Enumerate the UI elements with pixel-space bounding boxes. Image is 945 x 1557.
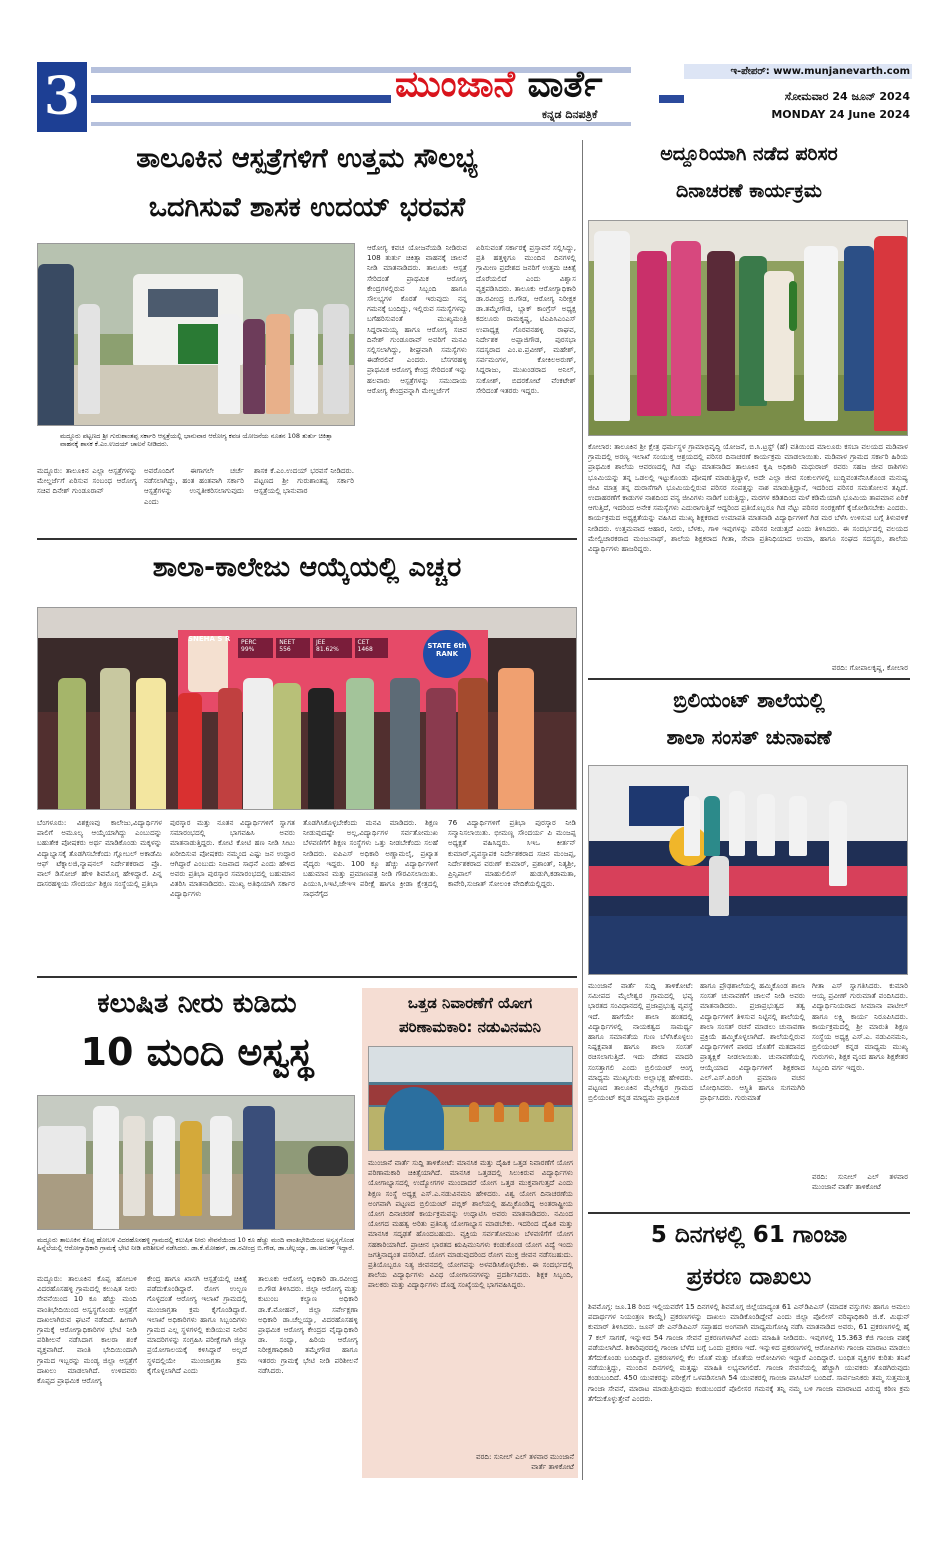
brilliant-text-col1: ಮುಂಜಾನೆ ವಾರ್ತೆ ಸುದ್ದಿ ತಾಳಿಕೋಟೆ: ಸಮೀಪದ ಮೈಲೇಶ್ವರ ಗ್ರಾಮದಲ್ಲಿ ಭವ್ಯ ಭಾರತದ ಸಂವಿಧಾನದಲ್ಲಿ ಪ್ರಜಾಪ್ರಭುತ್ವ ವ್ಯವಸ್ಥೆ ಇದೆ. ಹಾಗೆಯೇ ಶಾಲಾ ಹಂತದಲ್ಲಿ ವಿದ್ಯಾರ್ಥಿಗಳಲ್ಲಿ ನಾಯಕತ್ವದ ಸಾಮರ್ಥ್ಯ ಹಾಗೂ ಸಮಾನತೆಯ ಗುಣ ಬೆಳೆಸಿಕೊಳ್ಳಲು ನಿಷ್ಪಕ್ಷಪಾತ ಹಾಗೂ ಶಾಲಾ ಸಂಸತ್ ರಚಿಸಲಾಗುತ್ತಿದೆ. ಇದು ದೇಶದ ಮಾದರಿ ಸಂಸತ್ತಾಗಲಿ ಎಂದು ಬ್ರಿಲಿಯಂಟ್ ಆಂಗ್ಲ ಮಾಧ್ಯಮ ಮುಖ್ಯಗುರು ಅಲ್ಲಾಭಕ್ಷ ಹೇಳಿದರು. ಪಟ್ಟಣದ ತಾಲೂಕಿನ ಮೈಲೇಶ್ವರ ಗ್ರಾಮದ ಬ್ರಿಲಿಯಂಟ್ ಕನ್ನಡ ಮಾಧ್ಯಮ ಪ್ರಾಥಮಿಕ xyxy=(588,981,693,1103)
yoga-headline-1: ಒತ್ತಡ ನಿವಾರಣೆಗೆ ಯೋಗ xyxy=(407,994,533,1012)
brilliant-text-col2: ಹಾಗೂ ಪ್ರೌಢಶಾಲೆಯಲ್ಲಿ ಹಮ್ಮಿಕೊಂಡ ಶಾಲಾ ಸಂಸತ್ ಚುನಾವಣೆಗೆ ಚಾಲನೆ ನೀಡಿ ಅವರು ಮಾತನಾಡಿದರು. ಪ್ರಜಾಪ್ರಭುತ್ವದ ತತ್ವ ವಿದ್ಯಾರ್ಥಿಗಳಿಗೆ ತಿಳಿಸುವ ನಿಟ್ಟಿನಲ್ಲಿ ಶಾಲೆಯಲ್ಲಿ ಶಾಲಾ ಸಂಸತ್ ರಚನೆ ಮಾಡಲು ಚುನಾವಣಾ ಪ್ರಕ್ರಿಯೆ ಹಮ್ಮಿಕೊಳ್ಳಲಾಗಿದೆ. ಶಾಲೆಯಲ್ಲಿರುವ ವಿದ್ಯಾರ್ಥಿಗಳಿಗೆ ಪಾಠದ ಜೊತೆಗೆ ಮತದಾನದ ಪ್ರಾತ್ಯಕ್ಷಿಕೆ ನೀಡಲಾಯಿತು. ಚುನಾವಣೆಯಲ್ಲಿ ಆಯ್ಕೆಯಾದ ವಿದ್ಯಾರ್ಥಿಗಳಿಗೆ ಶಿಕ್ಷಕರಾದ ಎಲ್.ಎಸ್.ಪಿರಂಗಿ ಪ್ರಮಾಣ ವಚನ ಬೋಧಿಸಿದರು. ಆಸ್ಥಿತಿ ಹಾಗೂ ಸುಗಮಗಿರಿ ಪ್ರಾರ್ಥಿಸಿದರು. ಗುರುಮಾತೆ xyxy=(700,981,805,1103)
school-alert-text-col3: ತೊಡಗಿಸಿಕೊಳ್ಳಬೇಕೆಂದು ಮನವಿ ಮಾಡಿದರು. ಶಿಕ್ಷಣ ನೀಡುವುದಷ್ಟೇ ಅಲ್ಲ,ವಿದ್ಯಾರ್ಥಿಗಳ ಸರ್ವತೋಮುಖ ಬೆಳವಣಿಗೆಗೆ ಶಿಕ್ಷಣ ಸಂಸ್ಥೆಗಳು ಒತ್ತು ನೀಡಬೇಕೆಂದು ಸಲಹೆ ನೀಡಿದರು. ಐಪಿಎಸ್ ಅಧಿಕಾರಿ ಅಣ್ಣಾಮಲೈ, ಪ್ರಖ್ಯಾತ ವೈದ್ಯರು ಇದ್ದರು. 100 ಕ್ಕೂ ಹೆಚ್ಚು ವಿದ್ಯಾರ್ಥಿಗಳಿಗೆ ಬಹುಮಾನ ಮತ್ತು ಪ್ರಮಾಣಪತ್ರ ನೀಡಿ ಗೌರವಿಸಲಾಯಿತು. ಪಿಯುಸಿ,ಸಿಇಟಿ,ಜೇಇಇ ಪರೀಕ್ಷೆ ಹಾಗೂ ಕ್ರೀಡಾ ಕ್ಷೇತ್ರದಲ್ಲಿ ಸಾಧನೆಗೈದ xyxy=(303,818,438,899)
banner-student-name: SNEHA S R xyxy=(188,635,231,643)
hospital-headline-2: ಒದಗಿಸುವೆ ಶಾಸಕ ಉದಯ್ ಭರವಸೆ xyxy=(148,192,466,223)
school-alert-text-col2: ಪುರಸ್ಕಾರ ಮತ್ತು ನೂತನ ವಿದ್ಯಾರ್ಥಿಗಳಿಗೆ ಸ್ವಾಗತ ಸಮಾರಂಭದಲ್ಲಿ ಭಾಗವಹಿಸಿ ಅವರು ಮಾತನಾಡುತ್ತಿದ್ದರು. ಕೋಟಿ ಕೋಟಿ ಹಣ ನೀಡಿ ಸೀಟು ಖರೀದಿಸುವ ಪೋಷಕರು ನಮ್ಮಂದ ಎಷ್ಟು ಜನ ಉದ್ಧಾರ ಆಗಿದ್ದಾರೆ ಎಂಬುದು ನಿಜವಾದ ಸಾಧನೆ ಎಂದು ಹೇಳಿದ ಅವರು ಪ್ರತಿಭಾ ಪುರಸ್ಕಾರ ಸಮಾರಂಭದಲ್ಲಿ ಬಹುಮಾನ ವಿತರಿಸಿ ಮಾತನಾಡಿದರು. ಮುಖ್ಯ ಅತಿಥಿಯಾಗಿ ಸರ್ಕಾರ ವಿದ್ಯಾರ್ಥಿಗಳು xyxy=(170,818,295,899)
masthead-rule-mid xyxy=(91,95,391,103)
yoga-credit: ವರದಿ: ಸುನೀಲ್ ಎಲ್ ತಳವಾರ ಮುಂಜಾನೆ ವಾರ್ತೆ ತಾಳಿಕೋಟೆ xyxy=(476,1452,574,1472)
newspaper-tagline: ಕನ್ನಡ ದಿನಪತ್ರಿಕೆ xyxy=(542,108,598,121)
water-photo xyxy=(37,1095,355,1230)
banner-score-4: CET 1468 xyxy=(355,638,388,658)
hospital-text-col4: ಆರೋಗ್ಯ ಕವಚ ಯೋಜನೆಯಡಿ ನೀಡಿರುವ 108 ತುರ್ತು ಚಿಕಿತ್ಸಾ ವಾಹನಕ್ಕೆ ಚಾಲನೆ ನೀಡಿ ಮಾತನಾಡಿದರು. ತಾಲೂಕು ಆಸ್ಪತ್ರೆ ಸೇರಿದಂತೆ ಪ್ರಾಥಮಿಕ ಆರೋಗ್ಯ ಕೇಂದ್ರಗಳಲ್ಲಿರುವ ಸಿಬ್ಬಂದಿ ಹಾಗೂ ಸೌಲಭ್ಯಗಳ ಕೊರತೆ ಇರುವುದು ನನ್ನ ಗಮನಕ್ಕೆ ಬಂದಿದ್ದು, ಇಲ್ಲಿರುವ ಸಮಸ್ಯೆಗಳನ್ನು ಬಗೆಹರಿಸುವಂತೆ ಮುಖ್ಯಮಂತ್ರಿ ಸಿದ್ದರಾಮಯ್ಯ ಹಾಗೂ ಆರೋಗ್ಯ ಸಚಿವ ದಿನೇಶ್ ಗುಂಡೂರಾವ್ ಅವರಿಗೆ ಮನವಿ ಸಲ್ಲಿಸಲಾಗಿದ್ದು, ಶೀಘ್ರವಾಗಿ ಸಮಸ್ಯೆಗಳು ಈಡೇರಲಿವೆ ಎಂದರು. ಬೆಸಗರಹಳ್ಳಿ ಪ್ರಾಥಮಿಕ ಆರೋಗ್ಯ ಕೇಂದ್ರ ಸೇರಿದಂತೆ ಇನ್ನು ಹಲವಾರು ಆಸ್ಪತ್ರೆಗಳನ್ನು ಸಮುದಾಯ ಆರೋಗ್ಯ ಕೇಂದ್ರವನ್ನಾಗಿ ಮೇಲ್ದರ್ಜೆಗೆ xyxy=(367,243,467,395)
yoga-article-box xyxy=(362,988,578,1478)
banner-score-3: JEE 81.62% xyxy=(313,638,352,658)
environment-credit: ವರದಿ: ಗೋಪಾಲಕೃಷ್ಣ, ಕೋಲಾರ xyxy=(831,663,908,672)
water-headline-2: 10 ಮಂದಿ ಅಸ್ವಸ್ಥ xyxy=(80,1030,314,1074)
masthead xyxy=(37,62,912,132)
hospital-photo-caption: ಮದ್ದೂರು ಪಟ್ಟಣದ ಶ್ರೀ ಗುರುಶಾಂತಪ್ಪ ಸರ್ಕಾರಿ ಆಸ್ಪತ್ರೆಯಲ್ಲಿ ಭಾನುವಾರ ಆರೋಗ್ಯ ಕವಚ ಯೋಜನೆಯ ನೂತನ 108 ತುರ್ತು ಚಿಕಿತ್ಸಾ ವಾಹನಕ್ಕೆ ಶಾಸಕ ಕೆ.ಎಂ.ಉದಯ್ ಚಾಲನೆ ನೀಡಿದರು. xyxy=(60,432,333,448)
brilliant-credit: ವರದಿ: ಸುನೀಲ್ ಎಲ್ ತಳವಾರ ಮುಂಜಾನೆ ವಾರ್ತೆ ತಾಳಿಕೋಟೆ xyxy=(812,1172,908,1192)
banner-score-1: PERC 99% xyxy=(238,638,273,658)
title-word-2: ವಾರ್ತೆ xyxy=(527,64,603,105)
banner-rank: STATE 6th RANK xyxy=(423,630,471,678)
school-alert-headline: ಶಾಲಾ-ಕಾಲೇಜು ಆಯ್ಕೆಯಲ್ಲಿ ಎಚ್ಚರ xyxy=(152,552,462,583)
school-alert-text-col4: 76 ವಿದ್ಯಾರ್ಥಿಗಳಿಗೆ ಪ್ರತಿಭಾ ಪುರಸ್ಕಾರ ನೀಡಿ ಸನ್ಮಾನಿಸಲಾಯಿತು. ಭೀಮಣ್ಣ ಸೌಂದರ್ಯ ಪಿ ಮಂಜಪ್ಪ ಅಧ್ಯಕ್ಷತೆ ವಹಿಸಿದ್ದರು. ಸಿಇಒ ಕೀರ್ತನ್ ಕುಮಾರ್,ವ್ಯವಸ್ಥಾಪಕ ನಿರ್ದೇಶಕರಾದ ಸಚಿನ ಮಂಜಪ್ಪ, ನಿರ್ದೇಶಕರಾದ ವರುಣ್ ಕುಮಾರ್, ಪ್ರಶಾಂತ್, ನಿತ್ಯಶ್ರೀ, ಪ್ರಿನ್ಸಿಪಾಲ್ ಮಾಹುಲಿಲಿಸ್ ಹುಡುಗಿ,ಕಡಾಮತಾ, ಕಾವೇರಿ,ಸುಜಾತ್ ಸೋಲಂಕಿ ವೇದಿಕೆಯಲ್ಲಿದ್ದರು. xyxy=(448,818,576,889)
water-headline-1: ಕಲುಷಿತ ನೀರು ಕುಡಿದು xyxy=(97,988,297,1019)
divider-1 xyxy=(37,538,577,540)
date-english: MONDAY 24 June 2024 xyxy=(771,108,910,121)
divider-2 xyxy=(37,976,577,978)
water-photo-caption: ಮದ್ದೂರು ತಾಲೂಕಿನ ಕೊಪ್ಪ ಹೋಬಳಿ ವಿದರಹೊಸಹಳ್ಳಿ ಗ್ರಾಮದಲ್ಲಿ ಕಲುಷಿತ ನೀರು ಸೇವನೆಯಿಂದ 10 ಕೂ ಹೆಚ್ಚು ಮಂದಿ ವಾಂತಿಭೇದಿಯಿಂದ ಅಸ್ವಸ್ಥಗೊಂಡ ಹಿನ್ನೆಲೆಯಲ್ಲಿ ಆರೋಗ್ಯಾಧಿಕಾರಿ ಗ್ರಾಮಕ್ಕೆ ಭೇಟಿ ನೀಡಿ ಪರಿಶೀಲನೆ ನಡೆಸಿದರು. ಡಾ.ಕೆ.ಮೋಹನ್, ಡಾ.ರವೀಂದ್ರ ಬಿ.ಗೌಡ, ಡಾ.ಚೆಲ್ಲಯ್ಯಾ, ಡಾ.ಅರುಣ್ ಇದ್ದಾರೆ. xyxy=(37,1236,355,1252)
hospital-text-col2: ಅವರೊಂದಿಗೆ ಈಗಾಗಲೇ ಚರ್ಚೆ ನಡೆಸಲಾಗಿದ್ದು, ಹಂತ ಹಂತವಾಗಿ ಸರ್ಕಾರಿ ಆಸ್ಪತ್ರೆಗಳನ್ನು ಉನ್ನತೀಕರಿಸಲಾಗುವುದು ಎಂದು xyxy=(144,466,244,506)
environment-text: ಕೋಲಾರ: ತಾಲೂಕಿನ ಶ್ರೀ ಕ್ಷೇತ್ರ ಧರ್ಮಸ್ಥಳ ಗ್ರಾಮಾಭಿವೃದ್ಧಿ ಯೋಜನೆ, ಬಿ.ಸಿ.ಟ್ರಸ್ಟ್ (ಹೆ) ವತಿಯಿಂದ ಮಾಲೂರು ಕಸಬಾ ವಲಯದ ಮಡಿವಾಳ ಗ್ರಾಮದಲ್ಲಿ ಅರಣ್ಯ ಇಲಾಖೆ ಸಂಯುಕ್ತ ಆಶ್ರಯದಲ್ಲಿ ಪರಿಸರ ದಿನಾಚರಣೆ ಕಾರ್ಯಕ್ರಮ ಮಾಡಲಾಯಿತು. ಮಡಿವಾಳ ಗ್ರಾಮದ ಸರ್ಕಾರಿ ಹಿರಿಯ ಪ್ರಾಥಮಿಕ ಶಾಲೆಯ ಆವರಣದಲ್ಲಿ ಗಿಡ ನೆಟ್ಟು ಮಾತನಾಡಿದ ತಾಲೂಕಿನ ಕೃಷಿ ಅಧಿಕಾರಿ ಮಧುರಾಜ್ ರವರು ಸಹಜ ಜೀವ ರಾಶಿಗಳು ಭೂಮಿಯನ್ನು ತನ್ನ ಒಡಲಲ್ಲಿ ಇಟ್ಟುಕೊಂಡು ಪೋಷಣೆ ಮಾಡುತ್ತಿದ್ದಾಳೆ, ಅದೇ ಎಲ್ಲಾ ಜೀವ ಸಂಕುಲಗಳಲ್ಲಿ ಬುದ್ಧಿವಂತನೆನಿಸಿಕೊಂಡ ಮನುಷ್ಯ ಜೀವಿ ಮಾತ್ರ ತನ್ನ ದುರಾಸೆಗಾಗಿ ಭೂಮಿಯಲ್ಲಿರುವ ಪರಿಸರ ಸಂಪತ್ತನ್ನು ನಾಶ ಮಾಡುತ್ತಿದ್ದಾನೆ, ಇದರಿಂದ ಪರಿಸರ ಸಮತೋಲನ ತಪ್ಪಿದೆ. ಉದಾಹರಣೆಗೆ ಕಾಡುಗಳ ನಾಶದಿಂದ ವನ್ಯ ಜೀವಿಗಳು ನಾಡಿಗೆ ಬರುತ್ತಿದ್ದು, ಮರಗಳ ಕಡಿತದಿಂದ ಮಳೆ ಕಡಿಮೆಯಾಗಿ ಭೂಮಿಯ ತಾಪಮಾನ ಏರಿಕೆ ಆಗುತ್ತಿದೆ, ಇದರಿಂದ ಅನೇಕ ಸಮಸ್ಯೆಗಳು ಎದುರಾಗುತ್ತಿವೆ ಆದ್ದರಿಂದ ಪ್ರತಿಯೊಬ್ಬರೂ ಗಿಡ ನೆಟ್ಟು ಪರಿಸರ ಸಂರಕ್ಷಣೆಗೆ ಕೈಜೋಡಿಸಬೇಕು ಎಂದರು. ಕಾರ್ಯಕ್ರಮದ ಅಧ್ಯಕ್ಷತೆಯನ್ನು ವಹಿಸಿದ ಮುಖ್ಯ ಶಿಕ್ಷಕರಾದ ಉಮಾಪತಿ ಮಾತನಾಡಿ ವಿದ್ಯಾರ್ಥಿಗಳಿಗೆ ಗಿಡ ಮರ ಬೆಳೆಸಿ ಉಳಿಸುವ ಬಗ್ಗೆ ತಿಳುವಳಿಕೆ ನೀಡಿದರು. ಉತ್ತಮವಾದ ಆಹಾರ, ನೀರು, ಬೆಳಕು, ಗಾಳಿ ಇವುಗಳನ್ನು ಪರಿಸರ ನೀಡುತ್ತದೆ ಎಂದು ತಿಳಿಸಿದರು. ಈ ಸಂದರ್ಭದಲ್ಲಿ ವಲಯದ ಮೇಲ್ವಿಚಾರಕರಾದ ಮಂಜುನಾಥ್, ಶಾಲೆಯ ಶಿಕ್ಷಕರಾದ ಗೀತಾ, ಸೇವಾ ಪ್ರತಿನಿಧಿಯಾದ ಉಮಾ, ಹಾಗೂ ಸಂಘದ ಸದಸ್ಯರು, ಶಾಲೆಯ ವಿದ್ಯಾರ್ಥಿಗಳು ಹಾಜರಿದ್ದರು. xyxy=(588,442,908,554)
brilliant-headline-2: ಶಾಲಾ ಸಂಸತ್ ಚುನಾವಣೆ xyxy=(666,725,832,749)
yoga-photo xyxy=(368,1046,573,1151)
epaper-link[interactable]: ಇ-ಪೇಪರ್: www.munjanevarth.com xyxy=(684,64,912,79)
masthead-rule-low xyxy=(91,122,631,126)
brilliant-text-col3: ಗೀತಾ ಎಸ್ ಸ್ವಾಗತಿಸಿದರು. ಕುಮಾರಿ ಆಯ್ಯ ಪ್ರವೀಣ್ ಗುರುಮಾತೆ ವಂದಿಸಿದರು. ವಿದ್ಯಾರ್ಥಿನಿಯರಾದ ಸೀಮಾನಾ ಪಾಟೀಲ್ ಹಾಗೂ ಲಕ್ಷ್ಮಿ ಕಾರ್ಯ ನಿರೂಪಿಸಿದರು. ಕಾರ್ಯಕ್ರಮದಲ್ಲಿ ಶ್ರೀ ಮಾರುತಿ ಶಿಕ್ಷಣ ಸಂಸ್ಥೆಯ ಅಧ್ಯಕ್ಷ ಎಸ್.ಎ. ನಡುವಿನಮನಿ, ಬ್ರಿಲಿಯಂಟ್ ಕನ್ನಡ ಮಾಧ್ಯಮ ಮುಖ್ಯ ಗುರುಗಳು, ಶಿಕ್ಷಕ ವೃಂದ ಹಾಗೂ ಶಿಕ್ಷಕೇತರ ಸಿಬ್ಬಂದಿ ವರ್ಗ ಇದ್ದರು. xyxy=(812,981,908,1072)
title-word-1: ಮುಂಜಾನೆ xyxy=(395,64,515,105)
hospital-text-col1: ಮದ್ದೂರು: ತಾಲೂಕಿನ ಎಲ್ಲಾ ಆಸ್ಪತ್ರೆಗಳನ್ನು ಮೇಲ್ದರ್ಜೆಗೆ ಏರಿಸುವ ಸಂಬಂಧ ಆರೋಗ್ಯ ಸಚಿವ ದಿನೇಶ್ ಗುಂಡೂರಾವ್ xyxy=(37,466,137,496)
ganja-headline-1: 5 ದಿನಗಳಲ್ಲಿ 61 ಗಾಂಜಾ xyxy=(650,1222,848,1248)
brilliant-photo xyxy=(588,765,908,975)
environment-photo xyxy=(588,220,908,436)
water-text-col3: ತಾಲೂಕು ಆರೋಗ್ಯ ಅಧಿಕಾರಿ ಡಾ.ರವೀಂದ್ರ ಬಿ.ಗೌಡ ತಿಳಿಸಿದರು. ಜಿಲ್ಲಾ ಆರೋಗ್ಯ ಮತ್ತು ಕುಟುಂಬ ಕಲ್ಯಾಣ ಅಧಿಕಾರಿ ಡಾ.ಕೆ.ಮೋಹನ್, ಜಿಲ್ಲಾ ಸರ್ವೇಕ್ಷಣಾ ಅಧಿಕಾರಿ ಡಾ.ಚೆಲ್ಲಯ್ಯಾ, ವಿದರಹೊಸಹಳ್ಳಿ ಪ್ರಾಥಮಿಕ ಆರೋಗ್ಯ ಕೇಂದ್ರದ ವೈದ್ಯಾಧಿಕಾರಿ ಡಾ. ಸಂಧ್ಯಾ, ಹಿರಿಯ ಆರೋಗ್ಯ ನಿರೀಕ್ಷಣಾಧಿಕಾರಿ ತಮ್ಮೇಗೌಡ ಹಾಗೂ ಇತರರು ಗ್ರಾಮಕ್ಕೆ ಭೇಟಿ ನೀಡಿ ಪರಿಶೀಲನೆ ನಡೆಸಿದರು. xyxy=(258,1274,358,1375)
ganja-headline-2: ಪ್ರಕರಣ ದಾಖಲು xyxy=(686,1264,812,1290)
school-alert-photo xyxy=(37,607,577,810)
environment-headline-1: ಅದ್ದೂರಿಯಾಗಿ ನಡೆದ ಪರಿಸರ xyxy=(660,143,838,165)
newspaper-title xyxy=(395,64,603,106)
date-kannada: ಸೋಮವಾರ 24 ಜೂನ್ 2024 xyxy=(784,90,910,103)
page-number: 3 xyxy=(37,62,87,132)
hospital-headline-1: ತಾಲೂಕಿನ ಆಸ್ಪತ್ರೆಗಳಿಗೆ ಉತ್ತಮ ಸೌಲಭ್ಯ xyxy=(136,143,478,174)
column-divider xyxy=(582,140,583,1480)
divider-3 xyxy=(588,678,910,680)
water-text-col2: ಕೇಂದ್ರ ಹಾಗೂ ಖಾಸಗಿ ಆಸ್ಪತ್ರೆಯಲ್ಲಿ ಚಿಕಿತ್ಸೆ ಪಡೆದುಕೊಂಡಿದ್ದಾರೆ. ರೋಗ ಉಲ್ಬಣ ಗೊಳ್ಳದಂತೆ ಆರೋಗ್ಯ ಇಲಾಖೆ ಗ್ರಾಮದಲ್ಲಿ ಮುಂಜಾಗ್ರತಾ ಕ್ರಮ ಕೈಗೊಂಡಿದ್ದಾರೆ. ಇಲಾಖೆ ಅಧಿಕಾರಿಗಳು ಹಾಗೂ ಸಿಬ್ಬಂದಿಗಳು ಗ್ರಾಮದ ಎಲ್ಲ ಸ್ಥಳಗಳಲ್ಲಿ ಕುಡಿಯುವ ನೀರಿನ ಮಾದರಿಗಳನ್ನು ಸಂಗ್ರಹಿಸಿ ಪರೀಕ್ಷೆಗಾಗಿ ಜಿಲ್ಲಾ ಪ್ರಯೋಗಾಲಯಕ್ಕೆ ಕಳಿಸಿದ್ದಾರೆ ಅಲ್ಲದೆ ಸ್ಥಳದಲ್ಲಿಯೇ ಮುಂಜಾಗ್ರತಾ ಕ್ರಮ ಕೈಗೊಳ್ಳಲಾಗಿದೆ ಎಂದು xyxy=(147,1274,247,1375)
environment-headline-2: ದಿನಾಚರಣೆ ಕಾರ್ಯಕ್ರಮ xyxy=(676,180,822,202)
water-text-col1: ಮದ್ದೂರು: ತಾಲೂಕಿನ ಕೊಪ್ಪ ಹೋಬಳಿ ವಿದರಹೊಸಹಳ್ಳಿ ಗ್ರಾಮದಲ್ಲಿ ಕಲುಷಿತ ನೀರು ಸೇವನೆಯಿಂದ 10 ಕೂ ಹೆಚ್ಚು ಮಂದಿ ವಾಂತಿಭೇದಿಯಿಂದ ಅಸ್ವಸ್ಥಗೊಂಡು ಆಸ್ಪತ್ರೆಗೆ ದಾಖಲಾಗಿರುವ ಘಟನೆ ನಡೆದಿದೆ. ಹೀಗಾಗಿ ಗ್ರಾಮಕ್ಕೆ ಆರೋಗ್ಯಾಧಿಕಾರಿಗಳ ಭೇಟಿ ನೀಡಿ ಪರಿಶೀಲನೆ ನಡೆಸಿದಾಗ ಕಾಲರಾ ಶಂಕೆ ವ್ಯಕ್ತವಾಗಿದೆ. ವಾಂತಿ ಭೇದಿಯಿಂದಾಗಿ ಗ್ರಾಮದ ಇಬ್ಬರನ್ನು ಮಂಡ್ಯ ಜಿಲ್ಲಾ ಆಸ್ಪತ್ರೆಗೆ ದಾಖಲು ಮಾಡಲಾಗಿದೆ. ಉಳಿದವರು ಕೊಪ್ಪದ ಪ್ರಾಥಮಿಕ ಆರೋಗ್ಯ xyxy=(37,1274,137,1386)
divider-4 xyxy=(588,1212,910,1214)
hospital-text-col5: ಏರಿಸುವಂತೆ ಸರ್ಕಾರಕ್ಕೆ ಪ್ರಸ್ತಾವನೆ ಸಲ್ಲಿಸಿದ್ದು, ಪ್ರತಿ ಹತ್ತಳ್ಳಿಗೂ ಮುಂದಿನ ದಿನಗಳಲ್ಲಿ ಗ್ರಾಮೀಣ ಪ್ರದೇಶದ ಜನರಿಗೆ ಉತ್ತಮ ಚಿಕಿತ್ಸೆ ದೊರೆಯಲಿದೆ ಎಂದು ವಿಶ್ವಾಸ ವ್ಯಕ್ತಪಡಿಸಿದರು. ತಾಲೂಕು ಆರೋಗ್ಯಾಧಿಕಾರಿ ಡಾ.ರವೀಂದ್ರ ಬಿ.ಗೌಡ, ಆರೋಗ್ಯ ನಿರೀಕ್ಷಕ ಡಾ.ತಮ್ಮೇಗೌಡ, ಬ್ಲಾಕ್ ಕಾಂಗ್ರೆಸ್ ಅಧ್ಯಕ್ಷ ಕದಲೂರು ರಾಮಕೃಷ್ಣ, ಟಿಎಪಿಸಿಎಂಎಸ್ ಉಪಾಧ್ಯಕ್ಷ ಗೊರವನಹಳ್ಳಿ ರಾಘವ, ನಿರ್ದೇಶಕ ಅಪ್ಪಾಜಿಗೌಡ, ಪುರಸಭಾ ಸದಸ್ಯರಾದ ಎಂ.ಐ.ಪ್ರವೀಣ್, ಮಹೇಶ್, ಸರ್ವಮಂಗಳ, ಕೋಕಿಲಅರುಣ್, ಸಿದ್ದರಾಜು, ಮುಖಂಡರಾದ ಅನಿಲ್, ಸುಕೋಶ್, ಬಿದರಕೋಟೆ ವೆಂಕಟೇಶ್ ಸೇರಿದಂತೆ ಇತರರು ಇದ್ದರು. xyxy=(476,243,576,395)
school-alert-text-col1: ಬೆಂಗಳೂರು: ವಿಶಕ್ಷಣವು ಕಾಲೇಜು,ವಿದ್ಯಾರ್ಥಿಗಳ ಪಾಲಿಗೆ ಅಮೂಲ್ಯ ಆಯ್ಕೆಯಾಗಿದ್ದು ಎಂಬುದನ್ನು ಬಹುತೇಕ ಪೋಷಕರು ಅರ್ಥ ಮಾಡಿಕೊಂಡು ಮಕ್ಕಳನ್ನು ವಿದ್ಯಾಭ್ಯಾಸಕ್ಕೆ ತೊಡಗಿಸಬೇಕೆಂದು ಗ್ಲೋಬಲ್ ಅಕಾಡೆಮಿ ಆಫ್ ಟೆಕ್ನಾಲಜಿ,ನ್ಯಾಷನಲ್ ನಿರ್ದೇಶಕರಾದ ಪ್ರೊ. ವಾಲ್ ಡಿಸೋಜ್ ಹೇಳಿ ಶಿವಮೊಗ್ಗ ಹೇಳಿದ್ದಾರೆ. ಪಿನ್ನ ದಾಸರಹಳ್ಳಿಯ ಸೌಂದರ್ಯ ಶಿಕ್ಷಣ ಸಂಸ್ಥೆಯಲ್ಲಿ ಪ್ರತಿಭಾ xyxy=(37,818,162,889)
masthead-rule-right xyxy=(659,95,684,103)
hospital-photo xyxy=(37,243,355,426)
yoga-headline-2: ಪರಿಣಾಮಕಾರಿ: ನಡುವಿನಮನಿ xyxy=(399,1018,541,1036)
yoga-text: ಮುಂಜಾನೆ ವಾರ್ತೆ ಸುದ್ದಿ ತಾಳಿಕೋಟೆ: ಮಾನಸಿಕ ಮತ್ತು ದೈಹಿಕ ಒತ್ತಡ ನಿವಾರಣೆಗೆ ಯೋಗ ಪರಿಣಾಮಕಾರಿ ಚಿಕಿತ್ಸೆಯಾಗಿದೆ. ಮಾನಸಿಕ ಒತ್ತಡದಲ್ಲಿ ಸಿಲುಕಿರುವ ವಿದ್ಯಾರ್ಥಿಗಳು ಯೋಗಾಭ್ಯಾಸದಲ್ಲಿ ಉದ್ಯೋಗಗಳ ಮುಂದಾದರೆ ಯೋಗ ಒತ್ತಡ ಮುಕ್ತವಾಗುತ್ತದೆ ಎಂದು ಶಿಕ್ಷಣ ಸಂಸ್ಥೆ ಅಧ್ಯಕ್ಷ ಎಸ್.ಎ.ನಡುವಿನಮನಿ ಹೇಳಿದರು. ವಿಶ್ವ ಯೋಗ ದಿನಾಚರಣೆಯ ಅಂಗವಾಗಿ ಪಟ್ಟಣದ ಬ್ರಿಲಿಯಂಟ್ ಪಬ್ಲಿಕ್ ಶಾಲೆಯಲ್ಲಿ ಹಮ್ಮಿಕೊಂಡಿದ್ದ ಅಂತರಾಷ್ಟ್ರೀಯ ಯೋಗ ದಿನಾಚರಣೆ ಕಾರ್ಯಕ್ರಮವನ್ನು ಉದ್ಘಾಟಿಸಿ ಅವರು ಮಾತನಾಡಿದರು. ನಮಿಂದ ಯೋಗದ ಮಹತ್ವ ಅರಿತು ಪ್ರತಿನಿತ್ಯ ಯೋಗಾಭ್ಯಾಸ ಮಾಡಬೇಕು. ಇದರಿಂದ ದೈಹಿಕ ಮತ್ತು ಮಾನಸಿಕ ಸದೃಢತೆ ಹೊಂದಬಹುದು. ವ್ಯಕ್ತಿಯ ಸರ್ವತೋಮುಖ ಬೆಳವಣಿಗೆಗೆ ಯೋಗ ಸಹಕಾರಿಯಾಗಿದೆ. ಪ್ರಾಚೀನ ಭಾರತದ ಋಷಿಮುನಿಗಳು ಕಂಡುಕೊಂಡ ಯೋಗ ವಿದ್ಯೆ ಇಂದು ಜಗತ್ತಿನಾದ್ಯಂತ ಪಸರಿಸಿದೆ. ಯೋಗ ಮಾಡುವುದರಿಂದ ರೋಗ ಮುಕ್ತ ಜೀವನ ನಡೆಸಬಹುದು. ಪ್ರತಿಯೊಬ್ಬರೂ ನಿತ್ಯ ಜೀವನದಲ್ಲಿ ಯೋಗವನ್ನು ಅಳವಡಿಸಿಕೊಳ್ಳಬೇಕು. ಈ ಸಂದರ್ಭದಲ್ಲಿ ಶಾಲೆಯ ವಿದ್ಯಾರ್ಥಿಗಳು ವಿವಿಧ ಯೋಗಾಸನಗಳನ್ನು ಪ್ರದರ್ಶಿಸಿದರು. ಶಿಕ್ಷಕ ಸಿಬ್ಬಂದಿ, ಪಾಲಕರು ಮತ್ತು ವಿದ್ಯಾರ್ಥಿಗಳು ದೊಡ್ಡ ಸಂಖ್ಯೆಯಲ್ಲಿ ಭಾಗವಹಿಸಿದ್ದರು. xyxy=(368,1158,573,1290)
hospital-text-col3: ಶಾಸಕ ಕೆ.ಎಂ.ಉದಯ್ ಭರವಸೆ ನೀಡಿದರು. ಪಟ್ಟಣದ ಶ್ರೀ ಗುರುಶಾಂತಪ್ಪ ಸರ್ಕಾರಿ ಆಸ್ಪತ್ರೆಯಲ್ಲಿ ಭಾನುವಾರ xyxy=(254,466,354,496)
ganja-text: ಶಿವಮೊಗ್ಗ: ಜೂ.18 ರಿಂದ ಇಲ್ಲಿಯವರೆಗೆ 15 ದಿನಗಳಲ್ಲಿ ಶಿವಮೊಗ್ಗ ಜಿಲ್ಲೆಯಾದ್ಯಂತ 61 ಎನ್‌ಡಿಪಿಎಸ್ (ಮಾದಕ ವಸ್ತುಗಳು ಹಾಗೂ ಅಮಲು ಪದಾರ್ಥಗಳ ನಿಯಂತ್ರಣ ಕಾಯ್ದೆ) ಪ್ರಕರಣಗಳನ್ನು ದಾಖಲು ಮಾಡಿಕೊಂಡಿದ್ದೇವೆ ಎಂದು ಜಿಲ್ಲಾ ಪೊಲೀಸ್ ವರಿಷ್ಠಾಧಿಕಾರಿ ಜಿ.ಕೆ. ಮಿಥುನ್ ಕುಮಾರ್ ತಿಳಿಸಿದರು. ಜೂನ್ ಡೇ ಎನ್‌ಡಿಪಿಎಸ್ ಸಪ್ತಾಹದ ಅಂಗವಾಗಿ ಮಾಧ್ಯಮಗೋಷ್ಠಿ ನಡೆಸಿ ಮಾತನಾಡಿದ ಅವರು, 61 ಪ್ರಕರಣಗಳಲ್ಲಿ ಹೈ 7 ಕಲ್ ಸಾಗಣೆ, ಇನ್ನುಳಿದ 54 ಗಾಂಜಾ ಸೇವನೆ ಪ್ರಕರಣಗಳಾಗಿವೆ ಎಂದು ಮಾಹಿತಿ ನೀಡಿದರು. ಇವುಗಳಲ್ಲಿ 15.363 ಕೆಜಿ ಗಾಂಜಾ ವಶಕ್ಕೆ ಪಡೆಯಲಾಗಿದೆ. ಶಿಕಾರಿಪುರದಲ್ಲಿ ಗಾಂಜಾ ಬೆಳೆದ ಬಗ್ಗೆ ಒಂದು ಪ್ರಕರಣ ಇದೆ. ಇನ್ನುಳಿದ ಪ್ರಕರಣಗಳಲ್ಲಿ ಆರೋಪಿಗಳು ಗಾಂಜಾ ಮಾರಾಟ ಮಾಡಲು ತೆಗೆದುಕೊಂಡು ಬಂದಿದ್ದಾರೆ. ಪ್ರಕರಣಗಳಲ್ಲಿ ಕೆಲ ಜೊತೆ ಮತ್ತು ಜೊತೆಯ ಆರೋಪಿಗಳು ಇದ್ದಾರೆ ಎಂದಿದ್ದಾರೆ. ಬಂಧಿತ ವ್ಯಕ್ತಿಗಳ ಕುರಿತು ತನಿಖೆ ನಡೆಯುತ್ತಿದ್ದು, ಮುಂದಿನ ದಿನಗಳಲ್ಲಿ ಮತ್ತಷ್ಟು ಮಾಹಿತಿ ಲಭ್ಯವಾಗಲಿದೆ. ಗಾಂಜಾ ಸೇವನೆಯಲ್ಲಿ ಹೆಚ್ಚಾಗಿ ಯುವಕರು ತೊಡಗಿರುವುದು ಕಂಡುಬಂದಿದೆ. 450 ಯುವಕರನ್ನು ಪರೀಕ್ಷೆಗೆ ಒಳಪಡಿಸಲಾಗಿ 54 ಯುವಕರಲ್ಲಿ ಗಾಂಜಾ ಪಾಸಿಟಿವ್ ಬಂದಿದೆ. ಸಾರ್ವಜನಿಕರು ತಮ್ಮ ಸುತ್ತಮುತ್ತ ಗಾಂಜಾ ಸೇವನೆ, ಮಾರಾಟ ಮಾಡುತ್ತಿರುವುದು ಕಂಡುಬಂದರೆ ಪೊಲೀಸರ ಗಮನಕ್ಕೆ ತನ್ನಿ ನಮ್ಮ ಬಳಿ ಗಾಂಜಾ ಮಾರಾಟದ ವಿರುದ್ಧ ಕಠಿಣ ಕ್ರಮ ತೆಗೆದುಕೊಳ್ಳುತ್ತೇವೆ ಎಂದರು. xyxy=(588,1302,910,1403)
banner-score-2: NEET 556 xyxy=(276,638,310,658)
brilliant-headline-1: ಬ್ರಿಲಿಯಂಟ್ ಶಾಲೆಯಲ್ಲಿ xyxy=(673,688,825,712)
